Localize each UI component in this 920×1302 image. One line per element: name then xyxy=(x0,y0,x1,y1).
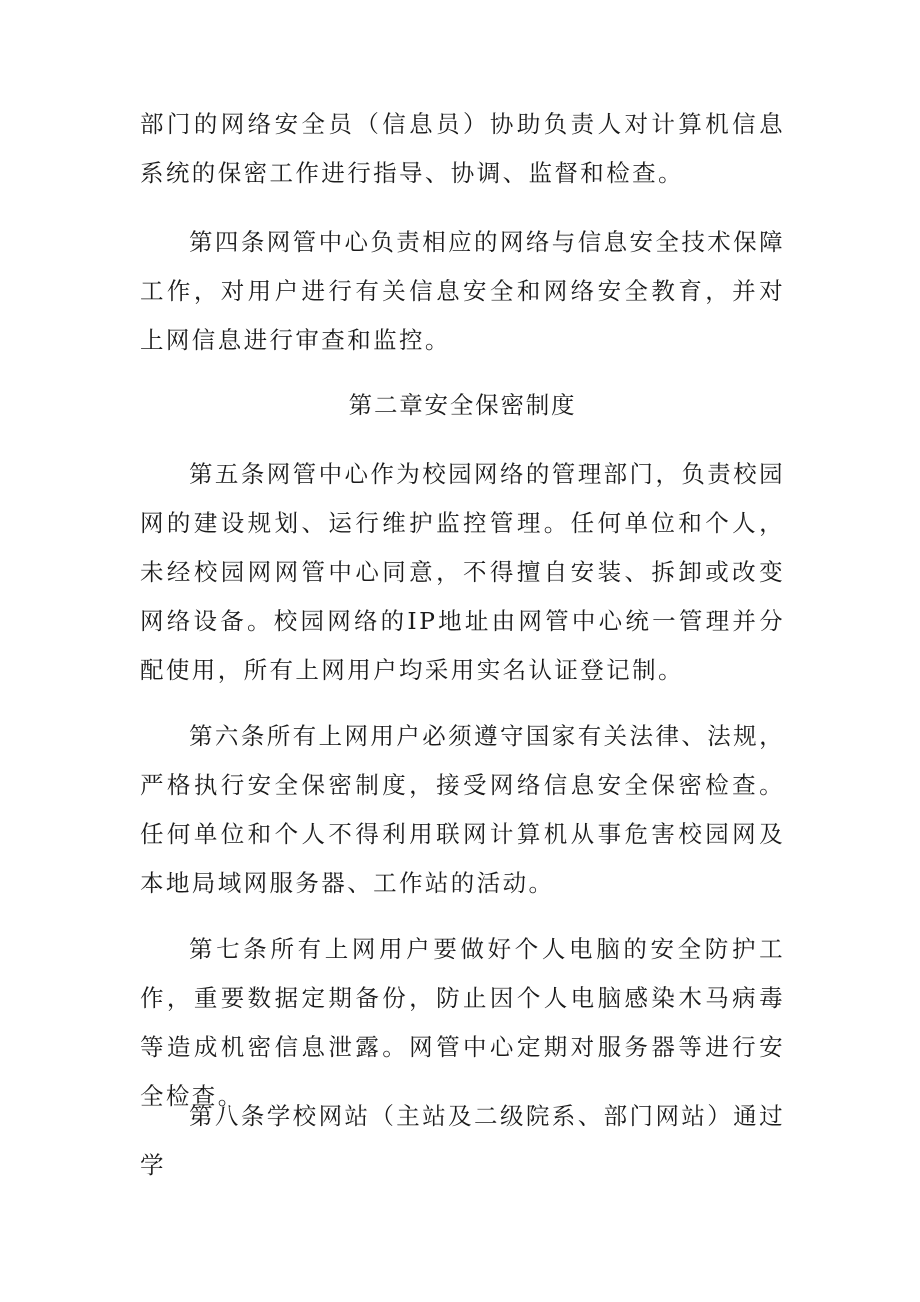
paragraph-article-4: 第四条网管中心负责相应的网络与信息安全技术保障工作，对用户进行有关信息安全和网络安全教育，并对上网信息进行审查和监控。 xyxy=(140,228,785,354)
paragraph-article-8: 第八条学校网站（主站及二级院系、部门网站）通过学 xyxy=(140,1102,785,1179)
chapter-title: 第二章安全保密制度 xyxy=(348,391,577,419)
paragraph-continuation: 部门的网络安全员（信息员）协助负责人对计算机信息系统的保密工作进行指导、协调、监督和检查。 xyxy=(140,110,785,187)
paragraph-article-5: 第五条网管中心作为校园网络的管理部门，负责校园网的建设规划、运行维护监控管理。任何单位和个人，未经校园网网管中心同意，不得擅自安装、拆卸或改变网络设备。校园网络的IP地址由网管中心统一管理并分配使用，所有上网用户均采用实名认证登记制。 xyxy=(140,460,785,684)
paragraph-article-7: 第七条所有上网用户要做好个人电脑的安全防护工作，重要数据定期备份，防止因个人电脑感染木马病毒等造成机密信息泄露。网管中心定期对服务器等进行安全检查。 xyxy=(140,935,785,1110)
paragraph-article-6: 第六条所有上网用户必须遵守国家有关法律、法规，严格执行安全保密制度，接受网络信息安全保密检查。任何单位和个人不得利用联网计算机从事危害校园网及本地局域网服务器、工作站的活动。 xyxy=(140,722,785,897)
